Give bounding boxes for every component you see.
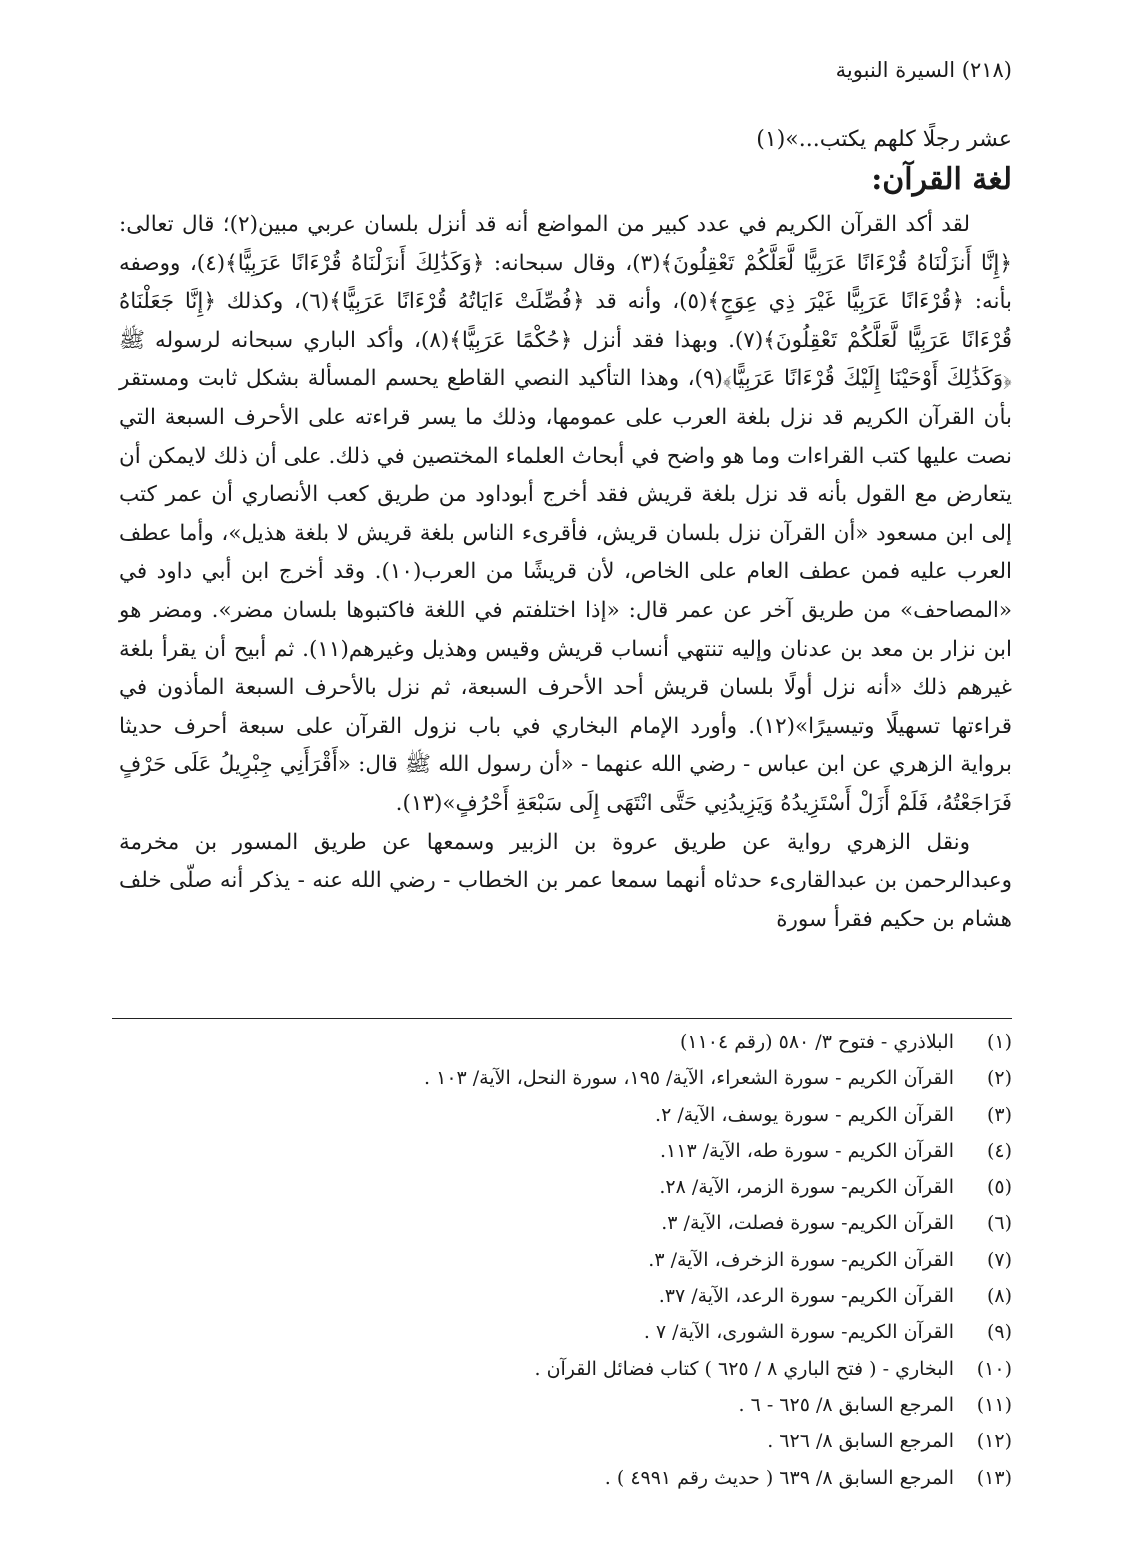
section-heading: لغة القرآن: bbox=[871, 162, 1012, 197]
footnote-number: (٦) bbox=[986, 1212, 1012, 1235]
footnote-text: القرآن الكريم- سورة الرعد، الآية/ ٣٧. bbox=[658, 1285, 954, 1308]
footnote-item bbox=[132, 1242, 1012, 1278]
footnote-text: القرآن الكريم - سورة يوسف، الآية/ ٢. bbox=[655, 1103, 954, 1126]
continued-line: عشر رجلًا كلهم يكتب...»(١) bbox=[756, 127, 1012, 152]
page-header: (٢١٨) السيرة النبوية bbox=[835, 58, 1012, 82]
footnote-number: (٩) bbox=[986, 1321, 1012, 1344]
footnote-divider bbox=[112, 1018, 1012, 1019]
footnote-number: (١٠) bbox=[976, 1357, 1012, 1380]
footnote-text: القرآن الكريم- سورة الزخرف، الآية/ ٣. bbox=[648, 1248, 954, 1271]
footnote-number: (١) bbox=[986, 1031, 1012, 1053]
footnote-number: (٢) bbox=[986, 1067, 1012, 1090]
footnote-text: المرجع السابق ٨/ ٦٢٦ . bbox=[767, 1430, 954, 1453]
body-paragraphs bbox=[119, 206, 1012, 939]
footnote-item bbox=[132, 1351, 1012, 1387]
footnote-item bbox=[132, 1205, 1012, 1241]
footnote-number: (٤) bbox=[986, 1139, 1012, 1162]
footnote-item bbox=[132, 1060, 1012, 1096]
footnote-item bbox=[132, 1460, 1012, 1496]
footnote-number: (٣) bbox=[986, 1103, 1012, 1126]
footnote-item bbox=[132, 1387, 1012, 1423]
footnote-number: (٥) bbox=[986, 1176, 1012, 1199]
footnote-number: (٨) bbox=[986, 1285, 1012, 1308]
footnote-text: المرجع السابق ٨/ ٦٢٥ - ٦ . bbox=[738, 1393, 954, 1416]
paragraph: لقد أكد القرآن الكريم في عدد كبير من المواضع أنه قد أنزل بلسان عربي مبين(٢)؛ قال تعالى: ﴿إِنَّا أَنزَلْنَاهُ قُرْءَانًا عَرَبِيًّا لَّعَلَّكُمْ تَعْقِلُونَ﴾(٣)، وقال سبحانه: ﴿وَكَذَٰلِكَ أَنزَلْنَاهُ قُرْءَانًا عَرَبِيًّا﴾(٤)، ووصفه بأنه: ﴿قُرْءَانًا عَرَبِيًّا غَيْرَ ذِي عِوَجٍ﴾(٥)، وأنه قد ﴿فُصِّلَتْ ءَايَاتُهُ قُرْءَانًا عَرَبِيًّا﴾(٦)، وكذلك ﴿إِنَّا جَعَلْنَاهُ قُرْءَانًا عَرَبِيًّا لَّعَلَّكُمْ تَعْقِلُونَ﴾(٧). وبهذا فقد أنزل ﴿حُكْمًا عَرَبِيًّا﴾(٨)، وأكد الباري سبحانه لرسوله ﷺ ﴿وَكَذَٰلِكَ أَوْحَيْنَا إِلَيْكَ قُرْءَانًا عَرَبِيًّا﴾(٩)، وهذا التأكيد النصي القاطع يحسم المسألة بشكل ثابت ومستقر بأن القرآن الكريم قد نزل بلغة العرب على عمومها، وذلك ما يسر قراءته على الأحرف السبعة التي نصت عليها كتب القراءات وما هو واضح في أبحاث العلماء المختصين في ذلك. على أن ذلك لايمكن أن يتعارض مع القول بأنه قد نزل بلغة قريش فقد أخرج أبوداود من طريق كعب الأنصاري أن عمر كتب إلى ابن مسعود «أن القرآن نزل بلسان قريش، فأقرىء الناس بلغة قريش لا بلغة هذيل»، وأما عطف العرب عليه فمن عطف العام على الخاص، لأن قريشًا من العرب(١٠). وقد أخرج ابن أبي داود في «المصاحف» من طريق آخر عن عمر قال: «إذا اختلفتم في اللغة فاكتبوها بلسان مضر». ومضر هو ابن نزار بن معد بن عدنان وإليه تنتهي أنساب قريش وقيس وهذيل وغيرهم(١١). ثم أبيح أن يقرأ بلغة غيرهم ذلك «أنه نزل أولًا بلسان قريش أحد الأحرف السبعة، ثم نزل بالأحرف السبعة المأذون في قراءتها تسهيلًا وتيسيرًا»(١٢). وأورد الإمام البخاري في باب نزول القرآن على سبعة أحرف حديثا برواية الزهري عن ابن عباس - رضي الله عنهما - «أن رسول الله ﷺ قال: «أَقْرَأَنِي جِبْرِيلُ عَلَى حَرْفٍ فَرَاجَعْتُهُ، فَلَمْ أَزَلْ أَسْتَزِيدُهُ وَيَزِيدُنِي حَتَّى انْتَهَى إِلَى سَبْعَةِ أَحْرُفٍ»(١٣). bbox=[119, 212, 1013, 816]
footnote-item bbox=[132, 1169, 1012, 1205]
footnote-item bbox=[132, 1314, 1012, 1350]
footnotes-list bbox=[132, 1024, 1012, 1496]
footnote-text: القرآن الكريم - سورة الشعراء، الآية/ ١٩٥، سورة النحل، الآية/ ١٠٣ . bbox=[424, 1067, 954, 1090]
footnote-text: البلاذري - فتوح ٣/ ٥٨٠ (رقم ١١٠٤) bbox=[679, 1031, 954, 1053]
footnote-text: المرجع السابق ٨/ ٦٣٩ ( حديث رقم ٤٩٩١ ) . bbox=[604, 1466, 954, 1489]
footnote-item bbox=[132, 1097, 1012, 1133]
main-text bbox=[119, 122, 1012, 939]
paragraph: ونقل الزهري رواية عن طريق عروة بن الزبير وسمعها عن طريق المسور بن مخرمة وعبدالرحمن بن عبدالقارىء حدثاه أنهما سمعا عمر بن الخطاب - رضي الله عنه - يذكر أنه صلّى خلف هشام بن حكيم فقرأ سورة bbox=[119, 829, 1012, 932]
footnote-item bbox=[132, 1133, 1012, 1169]
footnote-text: البخاري - ( فتح الباري ٨ / ٦٢٥ ) كتاب فضائل القرآن . bbox=[534, 1357, 954, 1380]
footnote-text: القرآن الكريم- سورة الزمر، الآية/ ٢٨. bbox=[659, 1176, 954, 1199]
footnote-item bbox=[132, 1024, 1012, 1060]
footnote-text: القرآن الكريم- سورة فصلت، الآية/ ٣. bbox=[661, 1212, 954, 1235]
footnote-text: القرآن الكريم- سورة الشورى، الآية/ ٧ . bbox=[643, 1321, 954, 1344]
footnote-number: (٧) bbox=[986, 1248, 1012, 1271]
footnote-number: (١٣) bbox=[976, 1466, 1012, 1489]
footnote-number: (١١) bbox=[976, 1393, 1012, 1416]
footnote-number: (١٢) bbox=[976, 1430, 1012, 1453]
footnote-text: القرآن الكريم - سورة طه، الآية/ ١١٣. bbox=[660, 1139, 954, 1162]
footnote-item bbox=[132, 1278, 1012, 1314]
footnote-item bbox=[132, 1423, 1012, 1459]
